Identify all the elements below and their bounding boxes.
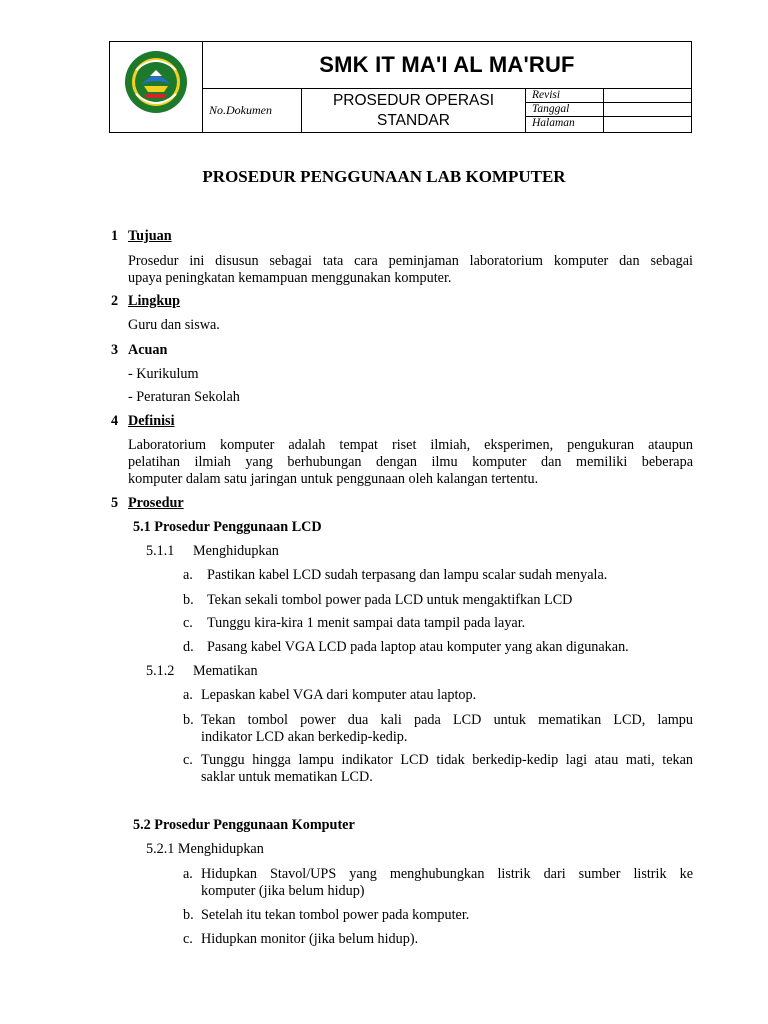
lcd-off-step-line1: Tekan tombol power dua kali pada LCD untuk mematikan LCD, lampu: [201, 712, 693, 728]
lcd-on-step-marker: d.: [183, 639, 194, 655]
procedure-type-line2: STANDAR: [377, 111, 450, 129]
section-1-heading: Tujuan: [128, 228, 172, 244]
section-3-item-1: - Kurikulum: [128, 366, 199, 382]
lcd-off-step-line2: saklar untuk mematikan LCD.: [201, 769, 373, 785]
lcd-off-number: 5.1.2: [146, 663, 175, 679]
lcd-off-step-text: [201, 712, 693, 746]
computer-on-step-marker: c.: [183, 931, 193, 947]
computer-heading: 5.2 Prosedur Penggunaan Komputer: [133, 817, 355, 833]
computer-on-step-line2: komputer (jika belum hidup): [201, 883, 365, 899]
section-1-line1: Prosedur ini disusun sebagai tata cara peminjaman laboratorium komputer dan sebagai: [128, 253, 693, 269]
section-4-line2: pelatihan ilmiah yang berhubungan dengan ilmu komputer dan memiliki beberapa: [128, 454, 693, 470]
lcd-off-step-marker: b.: [183, 712, 194, 728]
section-4-heading: Definisi: [128, 413, 175, 429]
section-1-line2: upaya peningkatan kemampuan menggunakan komputer.: [128, 270, 452, 286]
document-title: PROSEDUR PENGGUNAAN LAB KOMPUTER: [202, 167, 566, 186]
section-3-number: 3: [111, 342, 119, 358]
section-5-number: 5: [111, 495, 119, 511]
logo-cell: [110, 42, 203, 132]
section-1-number: 1: [111, 228, 119, 244]
section-2-body: Guru dan siswa.: [128, 317, 220, 333]
computer-on-step-marker: b.: [183, 907, 194, 923]
page-label: Halaman: [526, 117, 604, 132]
section-3-heading: Acuan: [128, 342, 168, 358]
lcd-on-step-marker: c.: [183, 615, 193, 631]
section-2-heading: Lingkup: [128, 293, 181, 309]
section-4-body: [128, 437, 693, 488]
computer-on-step-text: [201, 866, 693, 900]
section-5-heading: Prosedur: [128, 495, 184, 511]
procedure-type: [302, 89, 526, 132]
computer-on-step-marker: a.: [183, 866, 193, 882]
lcd-on-step-text: Tekan sekali tombol power pada LCD untuk mengaktifkan LCD: [207, 592, 573, 608]
school-name: SMK IT MA'I AL MA'RUF: [203, 42, 691, 89]
document-header: [109, 41, 692, 133]
lcd-on-step-text: Pastikan kabel LCD sudah terpasang dan lampu scalar sudah menyala.: [207, 567, 608, 583]
computer-on-step-text: Setelah itu tekan tombol power pada komputer.: [201, 907, 470, 923]
meta-row-page: [526, 117, 691, 132]
lcd-off-step-line2: indikator LCD akan berkedip-kedip.: [201, 729, 408, 745]
computer-on-step-line1: Hidupkan Stavol/UPS yang menghubungkan listrik dari sumber listrik ke: [201, 866, 693, 882]
lcd-on-step-text: Pasang kabel VGA LCD pada laptop atau komputer yang akan digunakan.: [207, 639, 629, 655]
lcd-on-step-marker: b.: [183, 592, 194, 608]
lcd-off-label: Mematikan: [193, 663, 258, 679]
section-2-number: 2: [111, 293, 119, 309]
computer-on-step-text: Hidupkan monitor (jika belum hidup).: [201, 931, 419, 947]
meta-row-revision: [526, 89, 691, 103]
meta-row-date: [526, 103, 691, 117]
lcd-off-step-text: [201, 752, 693, 786]
school-logo-icon: [124, 50, 188, 114]
lcd-heading: 5.1 Prosedur Penggunaan LCD: [133, 519, 322, 535]
procedure-type-line1: PROSEDUR OPERASI: [332, 91, 495, 109]
doc-no-label: No.Dokumen: [203, 89, 302, 132]
lcd-on-step-text: Tunggu kira-kira 1 menit sampai data tampil pada layar.: [207, 615, 526, 631]
section-4-number: 4: [111, 413, 119, 429]
section-3-item-2: - Peraturan Sekolah: [128, 389, 240, 405]
lcd-off-step-marker: c.: [183, 752, 193, 768]
section-4-line3: komputer dalam satu jaringan untuk penggunaan oleh kalangan tertentu.: [128, 471, 539, 487]
lcd-on-step-marker: a.: [183, 567, 193, 583]
lcd-on-label: Menghidupkan: [193, 543, 279, 559]
computer-on-label: 5.2.1 Menghidupkan: [146, 841, 264, 857]
lcd-on-number: 5.1.1: [146, 543, 175, 559]
lcd-off-step-marker: a.: [183, 687, 193, 703]
date-label: Tanggal: [526, 103, 604, 116]
meta-block: [526, 89, 691, 132]
lcd-off-step-text: Lepaskan kabel VGA dari komputer atau laptop.: [201, 687, 477, 703]
revision-label: Revisi: [526, 89, 604, 102]
lcd-off-step-line1: Tunggu hingga lampu indikator LCD tidak berkedip-kedip lagi atau mati, tekan: [201, 752, 693, 768]
section-4-line1: Laboratorium komputer adalah tempat riset ilmiah, eksperimen, pengukuran ataupun: [128, 437, 693, 453]
section-1-body: [128, 253, 693, 287]
